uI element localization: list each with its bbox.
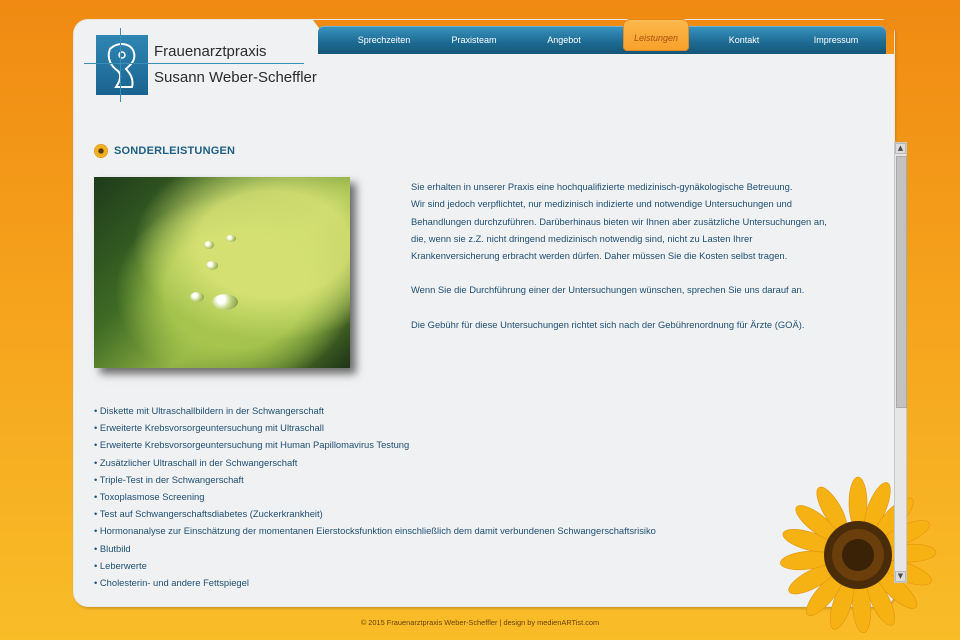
list-item: • Blutbild [94, 542, 131, 554]
nav-sprechzeiten[interactable]: Sprechzeiten [357, 35, 411, 45]
water-drop [204, 241, 214, 249]
content-scrollbar[interactable] [894, 142, 907, 583]
scroll-up-icon[interactable]: ▲ [895, 143, 906, 154]
intro-line: Sie erhalten in unserer Praxis eine hochqualifizierte medizinisch-gynäkologische Betreuung. [411, 181, 793, 192]
page-title: SONDERLEISTUNGEN [114, 145, 236, 157]
logo-divider-horizontal [84, 63, 304, 64]
sunflower-decoration [760, 455, 900, 605]
intro-line: Krankenversicherung erbracht werden dürfen. Daher müssen Sie die Kosten selbst tragen. [411, 250, 788, 262]
nav-praxisteam[interactable]: Praxisteam [451, 35, 497, 45]
logo-divider-vertical [120, 28, 121, 102]
list-item: • Zusätzlicher Ultraschall in der Schwangerschaft [94, 456, 298, 468]
ginkgo-leaf-photo [94, 177, 350, 368]
intro-line: die, wenn sie z.Z. nicht dringend medizinisch notwendig sind, nicht zu Lasten Ihrer [411, 232, 753, 244]
panel-top-strip [318, 54, 894, 66]
list-item: • Hormonanalyse zur Einschätzung der momentanen Eierstocksfunktion einschließlich dem damit verbundenen Schwangerschaftsrisiko [94, 525, 656, 537]
footer-text[interactable]: © 2015 Frauenarztpraxis Weber-Scheffler | design by medienARTist.com [360, 618, 600, 627]
logo-icon [96, 35, 148, 95]
intro-line: Wir sind jedoch verpflichtet, nur medizinisch indizierte und notwendige Untersuchungen und [411, 198, 792, 210]
scroll-down-icon[interactable]: ▼ [895, 571, 906, 582]
services-list [94, 402, 774, 589]
main-navigation [318, 26, 886, 54]
list-item: • Erweiterte Krebsvorsorgeuntersuchung mit Human Papillomavirus Testung [94, 439, 410, 451]
nav-kontakt[interactable]: Kontakt [728, 35, 760, 45]
water-drop [226, 235, 236, 242]
list-item: • Leberwerte [94, 559, 147, 571]
sunflower-bullet-icon [95, 145, 107, 157]
water-drop [206, 261, 218, 270]
list-item: • Erweiterte Krebsvorsorgeuntersuchung mit Ultraschall [94, 422, 324, 434]
list-item: • Test auf Schwangerschaftsdiabetes (Zuckerkrankheit) [94, 508, 323, 520]
intro-paragraph-2: Wenn Sie die Durchführung einer der Untersuchungen wünschen, sprechen Sie uns darauf an. [411, 284, 805, 296]
logo-title-line1: Frauenarztpraxis [154, 43, 267, 60]
nav-angebot[interactable]: Angebot [547, 35, 581, 45]
water-drop [212, 294, 238, 310]
scrollbar-thumb[interactable] [896, 156, 907, 408]
logo-title-line2: Susann Weber-Scheffler [154, 69, 317, 86]
intro-text [411, 178, 856, 333]
intro-line: Behandlungen durchzuführen. Darüberhinaus bieten wir Ihnen aber zusätzliche Untersuchungen an, [411, 215, 827, 227]
list-item: • Diskette mit Ultraschallbildern in der Schwangerschaft [94, 405, 324, 416]
list-item: • Triple-Test in der Schwangerschaft [94, 473, 244, 485]
intro-paragraph-3: Die Gebühr für diese Untersuchungen richtet sich nach der Gebührenordnung für Ärzte (GOÄ). [411, 318, 805, 330]
nav-leistungen[interactable]: Leistungen [624, 20, 688, 50]
list-item: • Cholesterin- und andere Fettspiegel [94, 577, 249, 589]
water-drop [190, 292, 204, 302]
nav-impressum[interactable]: Impressum [813, 35, 859, 45]
list-item: • Toxoplasmose Screening [94, 491, 205, 503]
